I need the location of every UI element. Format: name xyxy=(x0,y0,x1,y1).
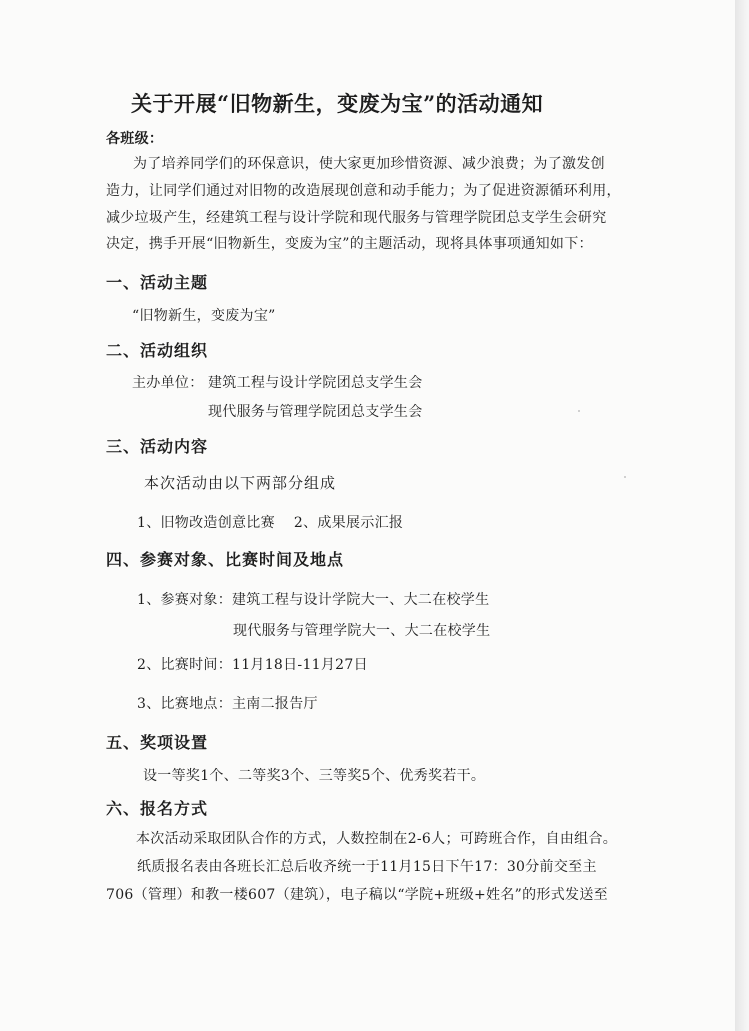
section-heading-participants: 四、参赛对象、比赛时间及地点 xyxy=(106,550,345,569)
section-heading-organization: 二、活动组织 xyxy=(106,341,209,360)
salutation: 各班级： xyxy=(106,131,164,147)
paper-speck xyxy=(578,410,580,412)
intro-paragraph-line: 减少垃圾产生，经建筑工程与设计学院和现代服务与管理学院团总支学生会研究 xyxy=(106,210,607,226)
theme-text: “旧物新生，变废为宝” xyxy=(132,308,276,324)
intro-paragraph-line: 造力，让同学们通过对旧物的改造展现创意和动手能力；为了促进资源循环利用， xyxy=(106,183,621,199)
organizer-label: 主办单位： xyxy=(132,375,204,391)
content-lead: 本次活动由以下两部分组成 xyxy=(144,474,337,492)
page-edge-shadow xyxy=(735,0,749,1031)
registration-text: 纸质报名表由各班长汇总后收齐统一于11月15日下午17：30分前交至主 xyxy=(137,859,597,875)
participants-item: 现代服务与管理学院大一、大二在校学生 xyxy=(233,623,491,639)
awards-text: 设一等奖1个、二等奖3个、三等奖5个、优秀奖若干。 xyxy=(143,768,486,784)
document-title: 关于开展“旧物新生，变废为宝”的活动通知 xyxy=(131,91,544,116)
section-heading-content: 三、活动内容 xyxy=(106,437,209,456)
registration-text: 本次活动采取团队合作的方式，人数控制在2-6人；可跨班合作，自由组合。 xyxy=(136,831,618,847)
competition-location: 3、比赛地点：主南二报告厅 xyxy=(137,696,318,712)
section-heading-registration: 六、报名方式 xyxy=(106,799,209,818)
registration-text: 706（管理）和教一楼607（建筑），电子稿以“学院+班级+姓名”的形式发送至 xyxy=(106,887,608,903)
intro-paragraph-line: 决定，携手开展“旧物新生，变废为宝”的主题活动，现将具体事项通知如下： xyxy=(106,236,593,252)
section-heading-theme: 一、活动主题 xyxy=(106,273,209,292)
paper-speck xyxy=(624,476,626,478)
competition-time: 2、比赛时间：11月18日-11月27日 xyxy=(137,657,368,673)
intro-paragraph-line: 为了培养同学们的环保意识，使大家更加珍惜资源、减少浪费；为了激发创 xyxy=(133,156,605,172)
participants-item: 1、参赛对象：建筑工程与设计学院大一、大二在校学生 xyxy=(137,592,490,608)
organizer-name: 建筑工程与设计学院团总支学生会 xyxy=(208,375,423,391)
section-heading-awards: 五、奖项设置 xyxy=(106,733,209,752)
content-items: 1、旧物改造创意比赛 2、成果展示汇报 xyxy=(137,515,404,531)
organizer-name: 现代服务与管理学院团总支学生会 xyxy=(208,404,423,420)
